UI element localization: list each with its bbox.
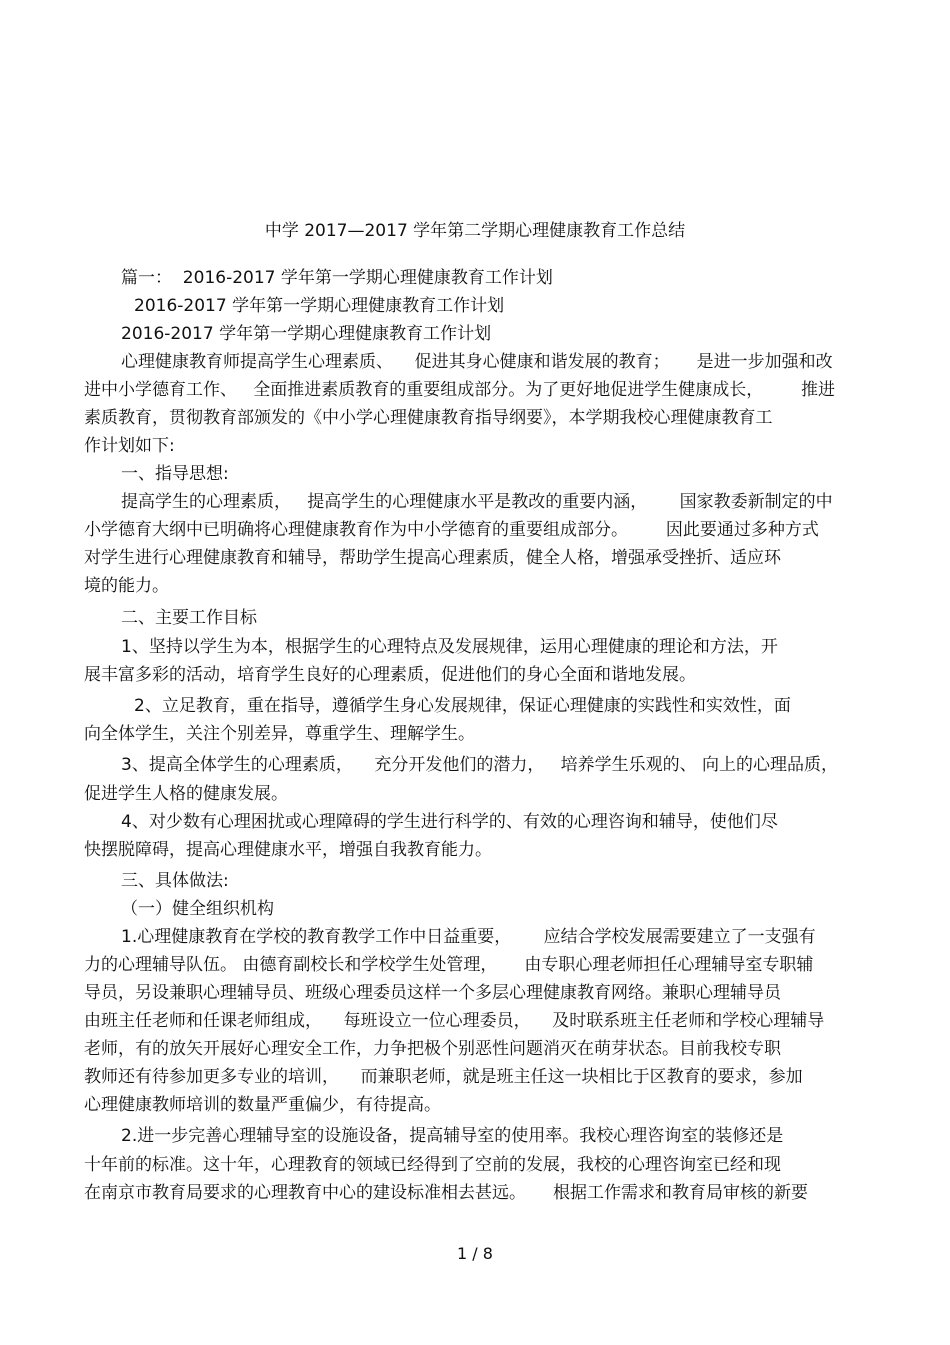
paragraph-line: 篇一： 2016-2017 学年第一学期心理健康教育工作计划	[121, 268, 553, 288]
paragraph-line: 一、指导思想:	[121, 464, 229, 484]
paragraph-line: 展丰富多彩的活动，培育学生良好的心理素质，促进他们的身心全面和谐地发展。	[84, 665, 696, 685]
paragraph-line: 作计划如下:	[84, 436, 175, 456]
paragraph-line: 1、坚持以学生为本，根据学生的心理特点及发展规律，运用心理健康的理论和方法，开	[121, 637, 778, 657]
page-number: 1 / 8	[457, 1244, 493, 1263]
paragraph-line: 提高学生的心理素质， 提高学生的心理健康水平是教改的重要内涵， 国家教委新制定的中	[121, 492, 833, 512]
paragraph-line: 向全体学生，关注个别差异，尊重学生、理解学生。	[84, 724, 475, 744]
paragraph-line: 二、主要工作目标	[121, 608, 257, 628]
paragraph-line: 导员，另设兼职心理辅导员、班级心理委员这样一个多层心理健康教育网络。兼职心理辅导员	[84, 983, 781, 1003]
paragraph-line: 心理健康教师培训的数量严重偏少，有待提高。	[84, 1095, 441, 1115]
paragraph-line: 2016-2017 学年第一学期心理健康教育工作计划	[134, 296, 505, 316]
paragraph-line: 进中小学德育工作、 全面推进素质教育的重要组成部分。为了更好地促进学生健康成长， 推进	[84, 380, 836, 400]
paragraph-line: 快摆脱障碍，提高心理健康水平，增强自我教育能力。	[84, 840, 492, 860]
paragraph-line: 三、具体做法:	[121, 871, 229, 891]
paragraph-line: 境的能力。	[84, 576, 169, 596]
paragraph-line: 老师，有的放矢开展好心理安全工作，力争把极个别恶性问题消灭在萌芽状态。目前我校专职	[84, 1039, 781, 1059]
paragraph-line: 1.心理健康教育在学校的教育教学工作中日益重要， 应结合学校发展需要建立了一支强有	[121, 927, 816, 947]
paragraph-line: 2016-2017 学年第一学期心理健康教育工作计划	[121, 324, 492, 344]
paragraph-line: 教师还有待参加更多专业的培训， 而兼职老师，就是班主任这一块相比于区教育的要求，参加	[84, 1067, 803, 1087]
paragraph-line: 由班主任老师和任课老师组成， 每班设立一位心理委员， 及时联系班主任老师和学校心理辅导	[84, 1011, 825, 1031]
paragraph-line: 十年前的标准。这十年，心理教育的领域已经得到了空前的发展，我校的心理咨询室已经和现	[84, 1155, 781, 1175]
paragraph-line: 力的心理辅导队伍。 由德育副校长和学校学生处管理， 由专职心理老师担任心理辅导室专职辅	[84, 955, 814, 975]
paragraph-line: 小学德育大纲中已明确将心理健康教育作为中小学德育的重要组成部分。 因此要通过多种方式	[84, 520, 819, 540]
paragraph-line: 促进学生人格的健康发展。	[84, 784, 288, 804]
document-title: 中学 2017—2017 学年第二学期心理健康教育工作总结	[264, 221, 686, 241]
paragraph-line: 2.进一步完善心理辅导室的设施设备，提高辅导室的使用率。我校心理咨询室的装修还是	[121, 1126, 784, 1146]
paragraph-line: 对学生进行心理健康教育和辅导，帮助学生提高心理素质，健全人格，增强承受挫折、适应环	[84, 548, 781, 568]
paragraph-line: 在南京市教育局要求的心理教育中心的建设标准相去甚远。 根据工作需求和教育局审核的新要	[84, 1183, 809, 1203]
paragraph-line: （一）健全组织机构	[121, 899, 274, 919]
paragraph-line: 2、立足教育，重在指导，遵循学生身心发展规律，保证心理健康的实践性和实效性，面	[134, 696, 791, 716]
paragraph-line: 心理健康教育师提高学生心理素质、 促进其身心健康和谐发展的教育； 是进一步加强和改	[121, 352, 833, 372]
paragraph-line: 4、对少数有心理困扰或心理障碍的学生进行科学的、有效的心理咨询和辅导，使他们尽	[121, 812, 778, 832]
paragraph-line: 素质教育，贯彻教育部颁发的《中小学心理健康教育指导纲要》，本学期我校心理健康教育工	[84, 408, 773, 428]
paragraph-line: 3、提高全体学生的心理素质， 充分开发他们的潜力， 培养学生乐观的、 向上的心理品质，	[121, 755, 839, 775]
